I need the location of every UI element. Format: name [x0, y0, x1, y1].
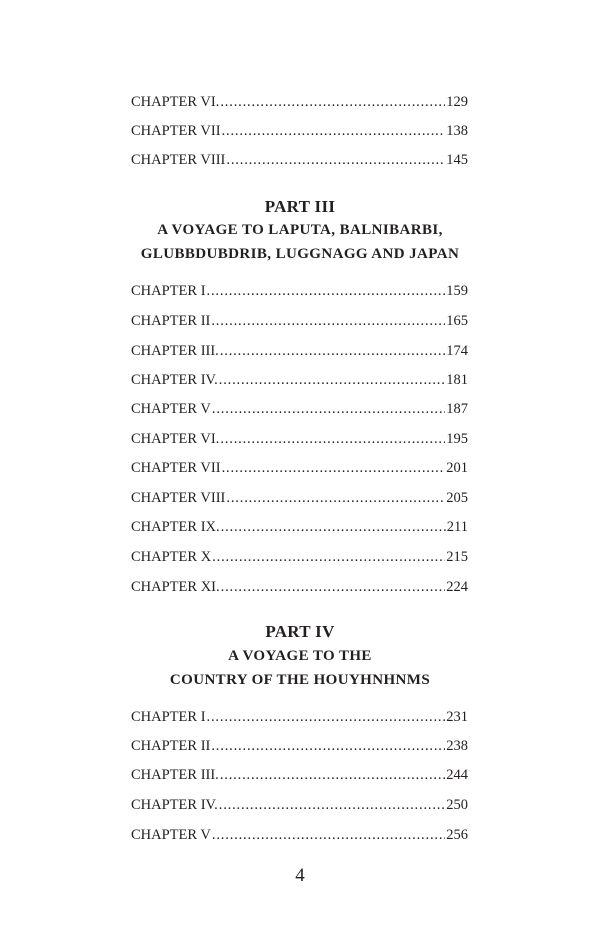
toc-entry-label: CHAPTER IV. [131, 372, 218, 388]
toc-dot-leader [226, 150, 445, 170]
toc-entry-label: CHAPTER V [131, 827, 211, 843]
toc-dot-leader [221, 517, 446, 537]
toc-entry [131, 795, 468, 815]
toc-entry-page: 250 [446, 797, 468, 813]
toc-dot-leader [219, 795, 446, 815]
toc-entry [131, 311, 468, 331]
toc-entry [131, 281, 468, 301]
toc-dot-leader [207, 707, 446, 727]
toc-entry-page: 231 [446, 709, 468, 725]
part-title-line: GLUBBDUBDRIB, LUGGNAGG AND JAPAN [140, 246, 460, 262]
toc-entry-label: CHAPTER I [131, 709, 206, 725]
part-heading: PART III [264, 197, 336, 216]
toc-entry-label: CHAPTER XI. [131, 579, 220, 595]
toc-entry-label: CHAPTER II [131, 313, 211, 329]
toc-entry [131, 429, 468, 449]
toc-dot-leader [220, 92, 445, 112]
toc-entry-page: 244 [446, 767, 468, 783]
toc-entry-page: 205 [446, 490, 468, 506]
toc-entry-label: CHAPTER III. [131, 343, 219, 359]
toc-entry [131, 577, 468, 597]
toc-entry [131, 547, 468, 567]
toc-entry-page: 256 [446, 827, 468, 843]
toc-dot-leader [207, 281, 446, 301]
toc-entry-label: CHAPTER VII [131, 123, 221, 139]
toc-entry-page: 174 [446, 343, 468, 359]
toc-entry-page: 211 [446, 519, 468, 535]
toc-entry-label: CHAPTER VI. [131, 431, 220, 447]
toc-entry [131, 825, 468, 845]
toc-dot-leader [211, 736, 445, 756]
toc-entry-label: CHAPTER VIII [131, 490, 226, 506]
toc-entry [131, 517, 468, 537]
part-title-line: A VOYAGE TO LAPUTA, BALNIBARBI, [157, 222, 443, 238]
toc-entry-label: CHAPTER V [131, 401, 211, 417]
part-title-line: A VOYAGE TO THE [228, 648, 372, 664]
toc-entry-label: CHAPTER VII [131, 460, 221, 476]
toc-entry [131, 736, 468, 756]
toc-entry-label: CHAPTER III. [131, 767, 219, 783]
toc-dot-leader [221, 577, 446, 597]
toc-entry [131, 92, 468, 112]
toc-dot-leader [219, 370, 446, 390]
toc-entry-label: CHAPTER X [131, 549, 212, 565]
part-heading: PART IV [265, 622, 335, 641]
toc-entry-label: CHAPTER I [131, 283, 206, 299]
toc-entry-label: CHAPTER II [131, 738, 211, 754]
toc-dot-leader [222, 121, 446, 141]
toc-entry-page: 181 [446, 372, 468, 388]
toc-dot-leader [212, 547, 445, 567]
toc-entry [131, 707, 468, 727]
toc-entry-page: 138 [446, 123, 468, 139]
page-number: 4 [295, 865, 305, 886]
toc-entry-page: 165 [446, 313, 468, 329]
part-title-line: COUNTRY OF THE HOUYHNHNMS [169, 672, 431, 688]
toc-dot-leader [212, 825, 445, 845]
toc-dot-leader [220, 341, 445, 361]
toc-dot-leader [212, 399, 445, 419]
toc-entry-label: CHAPTER IX. [131, 519, 220, 535]
toc-entry [131, 121, 468, 141]
toc-dot-leader [226, 488, 445, 508]
toc-entry [131, 765, 468, 785]
toc-entry-page: 145 [446, 152, 468, 168]
toc-entry [131, 341, 468, 361]
toc-entry [131, 488, 468, 508]
toc-entry [131, 458, 468, 478]
toc-entry [131, 370, 468, 390]
toc-entry-label: CHAPTER VI. [131, 94, 220, 110]
toc-entry-label: CHAPTER VIII [131, 152, 226, 168]
toc-entry-page: 215 [446, 549, 468, 565]
toc-entry-page: 187 [446, 401, 468, 417]
toc-entry-page: 201 [446, 460, 468, 476]
toc-entry [131, 150, 468, 170]
toc-entry-page: 159 [446, 283, 468, 299]
toc-dot-leader [220, 765, 445, 785]
toc-dot-leader [222, 458, 446, 478]
toc-dot-leader [211, 311, 445, 331]
toc-entry-page: 129 [446, 94, 468, 110]
toc-entry-label: CHAPTER IV. [131, 797, 218, 813]
toc-dot-leader [220, 429, 445, 449]
toc-entry-page: 238 [446, 738, 468, 754]
toc-entry-page: 224 [446, 579, 468, 595]
toc-entry [131, 399, 468, 419]
toc-entry-page: 195 [446, 431, 468, 447]
